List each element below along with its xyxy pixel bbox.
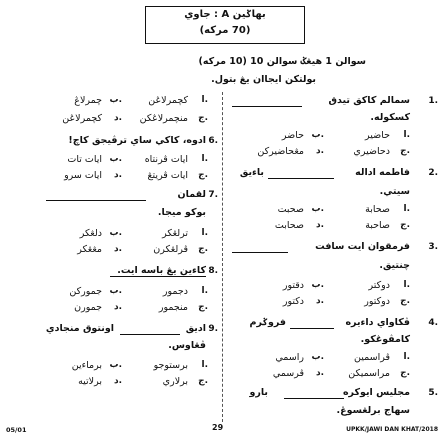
question-text: لقمان xyxy=(177,189,206,200)
question-text: کامڤوڠکو. xyxy=(360,334,410,345)
option-letter-b: ب. xyxy=(311,352,324,362)
option-letter-a: ا. xyxy=(201,154,208,164)
option-c[interactable]: ڤرلڠکرن xyxy=(153,244,188,255)
option-d[interactable]: صحابت xyxy=(274,220,304,231)
question-text: ڤڠاوس. xyxy=(168,340,206,351)
answer-blank xyxy=(110,276,206,277)
question-text: سمالم کاکق تيدق xyxy=(328,95,410,106)
answer-blank xyxy=(232,252,288,253)
option-letter-b: ب. xyxy=(311,280,324,290)
option-b[interactable]: جمورکن xyxy=(69,286,102,297)
question-text: سهاج برلڠسوڠ. xyxy=(336,405,410,416)
option-letter-d: د. xyxy=(315,220,324,230)
option-letter-d: د. xyxy=(113,244,122,254)
option-letter-d: د. xyxy=(113,376,122,386)
option-b[interactable]: صحبت xyxy=(277,204,304,215)
question-number: 3. xyxy=(428,242,438,252)
answer-blank xyxy=(232,106,302,107)
option-letter-b: ب. xyxy=(109,95,122,105)
option-c[interactable]: مراسميکن xyxy=(348,368,390,379)
option-d[interactable]: ايات سرو xyxy=(64,170,102,181)
option-d[interactable]: مڠحاضيرکن xyxy=(257,146,304,157)
option-c[interactable]: برلاري xyxy=(162,376,188,387)
question-text: بارو xyxy=(249,387,268,398)
question-text: فروݢرم xyxy=(249,317,286,328)
option-c[interactable]: دوکتور xyxy=(364,296,390,307)
option-d[interactable]: دکتور xyxy=(282,296,304,307)
option-letter-d: د. xyxy=(113,302,122,312)
option-letter-c: ج. xyxy=(400,146,410,156)
option-letter-a: ا. xyxy=(403,352,410,362)
option-a[interactable]: دوکتر xyxy=(368,280,390,291)
question-number: 8. xyxy=(208,266,218,276)
option-letter-a: ا. xyxy=(403,204,410,214)
question-text: مجليس ايوکره xyxy=(342,387,410,398)
answer-blank xyxy=(120,334,180,335)
option-c[interactable]: صاحبة xyxy=(365,220,390,231)
option-letter-c: ج. xyxy=(198,244,208,254)
option-b[interactable]: برماءين xyxy=(71,360,102,371)
question-text: چنتيق. xyxy=(379,260,410,271)
option-letter-d: د. xyxy=(315,296,324,306)
question-number: 5. xyxy=(428,388,438,398)
instruction-text: بولتکن ايجاان يڠ بتول. xyxy=(211,74,316,85)
option-letter-b: ب. xyxy=(311,130,324,140)
option-d[interactable]: مڠڠکر xyxy=(77,244,102,255)
question-text: کاءين يڠ باسه ايت. xyxy=(117,265,206,276)
option-d[interactable]: کچمرلاڠن xyxy=(62,113,102,124)
option-a[interactable]: دجمور xyxy=(162,286,188,297)
question-text: سيتي. xyxy=(379,186,410,197)
option-b[interactable]: حاضر xyxy=(281,130,304,141)
option-letter-c: ج. xyxy=(400,220,410,230)
option-b[interactable]: دقتور xyxy=(282,280,304,291)
option-b[interactable]: ايات تات xyxy=(67,154,102,165)
option-c[interactable]: منچمرلاڠکن xyxy=(139,113,188,124)
option-letter-b: ب. xyxy=(109,154,122,164)
option-letter-c: ج. xyxy=(198,376,208,386)
question-number: 4. xyxy=(428,318,438,328)
option-letter-b: ب. xyxy=(109,360,122,370)
option-a[interactable]: حاضير xyxy=(365,130,390,141)
answer-blank xyxy=(284,398,344,399)
option-b[interactable]: چمرلاڠ xyxy=(74,95,102,106)
question-text: ڤکاواي داءيره xyxy=(345,317,410,328)
answer-blank xyxy=(290,328,334,329)
answer-blank xyxy=(268,178,334,179)
option-letter-a: ا. xyxy=(201,228,208,238)
question-text: فاطمه اداله xyxy=(355,167,410,178)
option-d[interactable]: برلاتيه xyxy=(78,376,102,387)
option-d[interactable]: جمورن xyxy=(74,302,102,313)
question-number: 1. xyxy=(428,96,438,106)
question-number: 6. xyxy=(208,136,218,146)
option-letter-a: ا. xyxy=(201,286,208,296)
column-divider xyxy=(222,92,224,422)
question-number: 9. xyxy=(208,324,218,334)
option-letter-b: ب. xyxy=(311,204,324,214)
option-letter-a: ا. xyxy=(201,360,208,370)
option-a[interactable]: صحابة xyxy=(365,204,390,215)
option-letter-d: د. xyxy=(113,113,122,123)
page-number: 29 xyxy=(212,423,224,432)
question-text: بوکو ميجا. xyxy=(157,207,206,218)
option-a[interactable]: ايات ڤرنتاه xyxy=(144,154,188,165)
question-text: اديق xyxy=(185,323,206,334)
option-c[interactable]: منجمور xyxy=(158,302,188,313)
option-c[interactable]: ايات ڤريتڠ xyxy=(147,170,188,181)
option-letter-a: ا. xyxy=(403,280,410,290)
question-text: کسکوله. xyxy=(370,112,410,123)
option-letter-b: ب. xyxy=(109,286,122,296)
question-text: فرمقوان ايت سافت xyxy=(315,241,410,252)
option-letter-c: ج. xyxy=(198,170,208,180)
question-text: ادوه، کاکي ساي ترڤيجق کاچ! xyxy=(68,135,206,146)
question-text: باءيق xyxy=(239,167,264,178)
exam-code: UPKK/JAWI DAN KHAT/2018 xyxy=(346,426,438,433)
option-b[interactable]: راسمي xyxy=(275,352,304,363)
option-letter-a: ا. xyxy=(201,95,208,105)
option-a[interactable]: برستوجو xyxy=(153,360,188,371)
option-c[interactable]: دحاضيري xyxy=(353,146,390,157)
option-letter-d: د. xyxy=(315,368,324,378)
option-a[interactable]: ڤراسمين xyxy=(354,352,390,363)
question-text: اونتوق منجادي xyxy=(45,323,114,334)
option-a[interactable]: ترلڠکر xyxy=(162,228,188,239)
option-letter-c: ج. xyxy=(198,302,208,312)
option-letter-b: ب. xyxy=(109,228,122,238)
option-a[interactable]: کچمرلاڠن xyxy=(148,95,188,106)
question-number: 7. xyxy=(208,190,218,200)
option-letter-c: ج. xyxy=(198,113,208,123)
option-d[interactable]: ڤرسمي xyxy=(272,368,304,379)
option-letter-d: د. xyxy=(113,170,122,180)
section-marks-label: (70 مركه) xyxy=(199,25,251,36)
question-number: 2. xyxy=(428,168,438,178)
page-code: 05/01 xyxy=(6,426,27,434)
option-letter-a: ا. xyxy=(403,130,410,140)
option-b[interactable]: دلڠکر xyxy=(79,228,102,239)
option-letter-c: ج. xyxy=(400,296,410,306)
answer-blank xyxy=(46,200,146,201)
question-range-heading: سوالن 1 هيڠݢ سوالن 10 (10 مركه) xyxy=(198,56,366,67)
section-title-label: بهاݢين A : جاوي xyxy=(184,9,266,20)
option-letter-d: د. xyxy=(315,146,324,156)
option-letter-c: ج. xyxy=(400,368,410,378)
section-header-box xyxy=(145,6,305,44)
